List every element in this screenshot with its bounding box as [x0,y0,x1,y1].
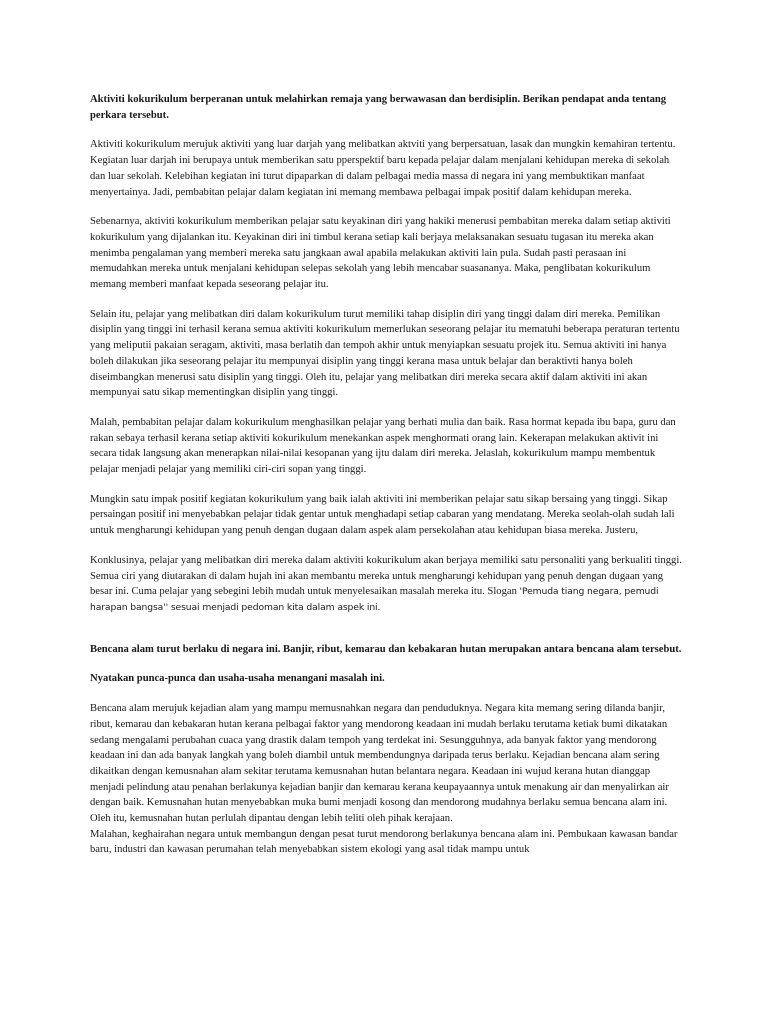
essay1-conclusion [90,553,682,616]
conclusion-text: Konklusinya, pelajar yang melibatkan diri mereka dalam aktiviti kokurikulum akan berjaya memiliki satu personaliti yang berkualiti tinggi. Semua ciri yang diutarakan di dalam hujah ini akan membantu mereka untuk mengharungi kehidupan yang penuh dengan dugaan yang besar ini. Cuma pelajar yang sebegini lebih mudah untuk menyelesaikan masalah mereka itu. Slogan [90,554,682,598]
essay2-title: Bencana alam turut berlaku di negara ini. Banjir, ribut, kemarau dan kebakaran hutan merupakan antara bencana alam tersebut. [90,643,682,655]
essay1-paragraph-2: Sebenarnya, aktiviti kokurikulum memberikan pelajar satu keyakinan diri yang hakiki menerusi pembabitan mereka dalam setiap aktiviti kokurikulum yang dijalankan itu. Keyakinan diri ini timbul kerana setiap kali berjaya melaksanakan sesuatu tugasan itu mereka akan menimba pengalaman yang memberi mereka satu jangkaan awal apabila melakukan aktiviti lain pula. Sudah pasti perasaan ini memudahkan mereka untuk menjalani kehidupan selepas sekolah yang lebih mencabar suasananya. Maka, penglibatan kokurikulum memang memberi manfaat kepada seseorang pelajar itu. [90,216,671,291]
essay1-paragraph-4: Malah, pembabitan pelajar dalam kokurikulum menghasilkan pelajar yang berhati mulia dan baik. Rasa hormat kepada ibu bapa, guru dan rakan sebaya terhasil kerana setiap aktiviti kokurikulum menekankan aspek menghormati orang lain. Kekerapan melakukan aktivit ini secara tidak langsung akan menerapkan nilai-nilai kesopanan yang ijtu dalam diri mereka. Jelaslah, kokurikulum mampu membentuk pelajar menjadi pelajar yang memiliki ciri-ciri sopan yang tinggi. [90,416,676,476]
section-gap [90,630,682,642]
essay1-title: Aktiviti kokurikulum berperanan untuk melahirkan remaja yang berwawasan dan berdisiplin. Berikan pendapat anda tentang perkara tersebut. [90,94,667,121]
essay2-question: Nyatakan punca-punca dan usaha-usaha menangani masalah ini. [90,673,385,685]
document-page [90,92,682,858]
essay1-paragraph-1: Aktiviti kokurikulum merujuk aktiviti yang luar darjah yang melibatkan aktviti yang berpersatuan, lasak dan mungkin kemahiran tertentu. Kegiatan luar darjah ini berupaya untuk memberikan satu pperspektif baru kepada pelajar dalam menjalani kehidupan mereka di sekolah dan luar sekolah. Kelebihan kegiatan ini turut dipaparkan di dalam pelbagai media massa di negara ini yang membuktikan manfaat menyertainya. Jadi, pembabitan pelajar dalam kegiatan ini memang membawa pelbagai impak positif dalam kehidupan mereka. [90,139,676,198]
essay2-paragraph-2: Malahan, keghairahan negara untuk membangun dengan pesat turut mendorong berlakunya bencana alam ini. Pembukaan kawasan bandar baru, industri dan kawasan perumahan telah menyebabkan sistem ekologi yang asal tidak mampu untuk [90,828,678,856]
conclusion-slogan: 'Pemuda tiang negara, pemudi harapan bangsa'' sesuai menjadi pedoman kita dalam aspek ini. [90,586,659,613]
essay1-paragraph-3: Selain itu, pelajar yang melibatkan diri dalam kokurikulum turut memiliki tahap disiplin diri yang tinggi dalam diri mereka. Pemilikan disiplin yang tinggi ini terhasil kerana semua aktiviti kokurikulum memerlukan seseorang pelajar itu mematuhi beberapa peraturan tertentu yang meliputii pakaian seragam, aktiviti, masa berlatih dan tempoh akhir untuk menyiapkan sesuatu projek itu. Semua aktiviti ini hanya boleh dilakukan jika seseorang pelajar itu mempunyai disiplin yang tinggi kerana masa untuk belajar dan beraktivti hanya boleh diseimbangkan menerusi satu disiplin yang tinggi. Oleh itu, pelajar yang melibatkan diri mereka secara aktif dalam aktiviti ini akan mempunyai satu sikap mementingkan disiplin yang tinggi. [90,308,680,399]
essay1-paragraph-5: Mungkin satu impak positif kegiatan kokurikulum yang baik ialah aktiviti ini memberikan pelajar satu sikap bersaing yang tinggi. Sikap persaingan positif ini menyebabkan pelajar tidak gentar untuk menghadapi setiap cabaran yang mendatang. Mereka seolah-olah sudah lali untuk mengharungi kehidupan yang penuh dengan dugaan dalam aspek alam persekolahan atau kehidupan biasa mereka. Justeru, [90,493,675,537]
essay2-paragraph-1: Bencana alam merujuk kejadian alam yang mampu memusnahkan negara dan penduduknya. Negara kita memang sering dilanda banjir, ribut, kemarau dan kebakaran hutan kerana pelbagai faktor yang mendorong keadaan ini mudah berlaku terutama ketiak bumi dikatakan sedang mengalami perubahan cuaca yang drastik dalam tempoh yang terdekat ini. Sesungguhnya, ada banyak faktor yang mendorong keadaan ini dan ada banyak langkah yang boleh diambil untuk membendungnya daripada terus berlaku. Kejadian bencana alam sering dikaitkan dengan kemusnahan alam sekitar terutama kemusnahan hutan belantara negara. Keadaan ini wujud kerana hutan dianggap menjadi pelindung atau penahan berlakunya kejadian banjir dan kemarau kerana keupayaannya untuk menakung air dan menyalirkan air dengan baik. Kemusnahan hutan menyebabkan muka bumi menjadi kosong dan mendorong mudahnya berlaku semua bencana alam ini. Oleh itu, kemusnahan hutan perlulah dipantau dengan lebih teliti oleh pihak kerajaan. [90,703,669,825]
